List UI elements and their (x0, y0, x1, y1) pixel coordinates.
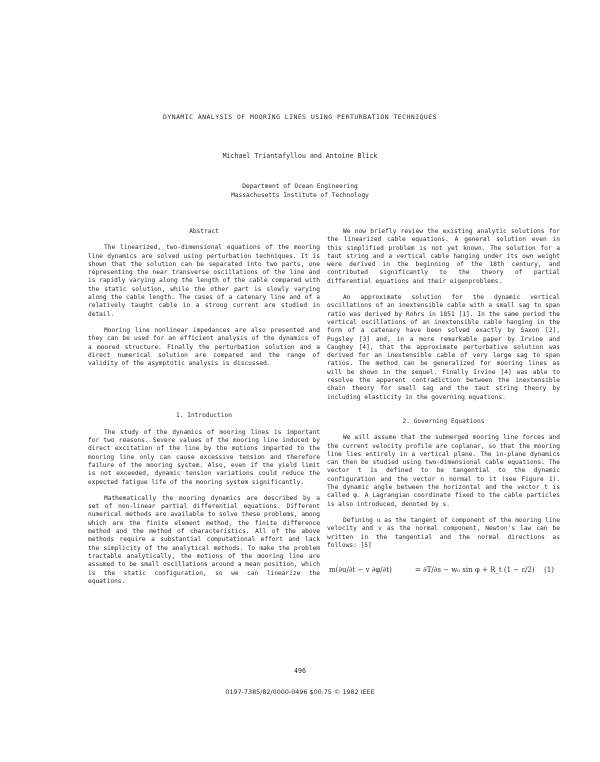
abstract-paragraph-1: The linearized, two-dimensional equations of the mooring line dynamics are solved using perturbation techniques. It is shown that the solution can be separated into two parts, one representing the near transverse oscillations of the line and is rapidly varying along the length of the cable compared with the static solution, while the other part is slowly varying along the cable length. The cases of a catenary line and of a relatively taught cable in a strong current are studied in detail. (88, 244, 320, 318)
equation-rhs: = ∂T/∂s − w₀ sin φ + R_t (1 − ε/2) (415, 566, 535, 575)
introduction-paragraph-2: Mathematically the mooring dynamics are described by a set of non-linear partial differential equations. Different numerical methods are available to solve these problems, among which are the finite element method, the finite difference method and the method of characteristics. All of the above methods require a substantial computational effort and lack the simplicity of the analytical methods. To make the problem tractable analytically, the motions of the mooring line are assumed to be small oscillations around a mean position, which is the static configuration, so we can linearize the equations. (88, 494, 320, 585)
page-number: 496 (294, 667, 306, 675)
abstract-paragraph-2: Mooring line nonlinear impedances are also presented and they can be used for an efficient analysis of the dynamics of a moored structure. Finally the perturbation solution and a direct numerical solution are compared and the range of validity of the asymptotic analysis is discussed. (88, 326, 320, 368)
review-paragraph-2: An approximate solution for the dynamic vertical oscillations of an inextensible cable with a small sag to span ratio was derived by Rohrs in 1851 [1]. In the same period the vertical oscillations of an inextensible cable hanging in the form of a catenary have been solved exactly by Saxon [2], Pugsley [3] and, in a more remarkable paper by Irvine and Caughey [4], that the approximate perturbative solution was derived for an inextensible cable of very large sag to span ratios. The method can be generalized for mooring lines as will be shown in the sequel. Finally Irvine [4] was able to resolve the apparent contradiction between the inextensible chain theory for small sag and the taut string theory by including elasticity in the governing equations. (327, 294, 560, 401)
equation-number: (1) (544, 566, 554, 575)
section-1-heading: 1. Introduction (176, 412, 232, 420)
institution-name: Massachusetts Institute of Technology (231, 191, 369, 199)
abstract-heading: Abstract (189, 228, 219, 235)
right-column (327, 228, 560, 586)
review-paragraph-1: We now briefly review the existing analytic solutions for the linearized cable equations. A general solution even in this simplified problem is not yet known. The solution for a taut string and a vertical cable hanging under its own weight were derived in the beginning of the 18th century, and contributed significantly to the theory of partial differential equations and their eigenproblems. (327, 228, 560, 285)
equation-1 (327, 558, 560, 586)
introduction-paragraph-1: The study of the dynamics of mooring lines is important for two reasons. Severe values of the mooring line induced by direct excitation of the line by the motions imparted to the mooring line only can cause excessive tension and therefore failure of the mooring system. Also, even if the yield limit is not exceeded, dynamic tension variations could reduce the expected fatigue life of the mooring system significantly. (88, 428, 320, 486)
copyright-line: 0197-7385/82/0000-0496 $00.75 © 1982 IEEE (225, 688, 375, 696)
governing-paragraph-2: Defining u as the tangent of component of the mooring line velocity and v as the normal component, Newton's law can be written in the tangential and the normal directions as follows: [5] (327, 516, 560, 549)
section-2-heading: 2. Governing Equations (402, 417, 485, 425)
department-name: Department of Ocean Engineering (242, 183, 358, 190)
paper-title: DYNAMIC ANALYSIS OF MOORING LINES USING PERTURBATION TECHNIQUES (163, 113, 437, 121)
left-column (88, 228, 320, 586)
governing-paragraph-1: We will assume that the submerged mooring line forces and the current velocity profile are coplanar, so that the mooring line lies entirely in a vertical plane. The in-plane dynamics can then be studied using two-dimensional cable equations. The vector t is defined to be tangential to the dynamic configuration and the vector n normal to it (see Figure 1). The dynamic angle between the horizontal and the vector t is called φ. A Lagrangian coordinate fixed to the cable particles is also introduced, denoted by s. (327, 434, 560, 508)
paper-authors: Michael Triantafyllou and Antoine Blick (222, 152, 378, 160)
equation-lhs: m(∂u/∂t − v ∂φ/∂t) (329, 566, 392, 575)
author-affiliation (0, 183, 600, 200)
